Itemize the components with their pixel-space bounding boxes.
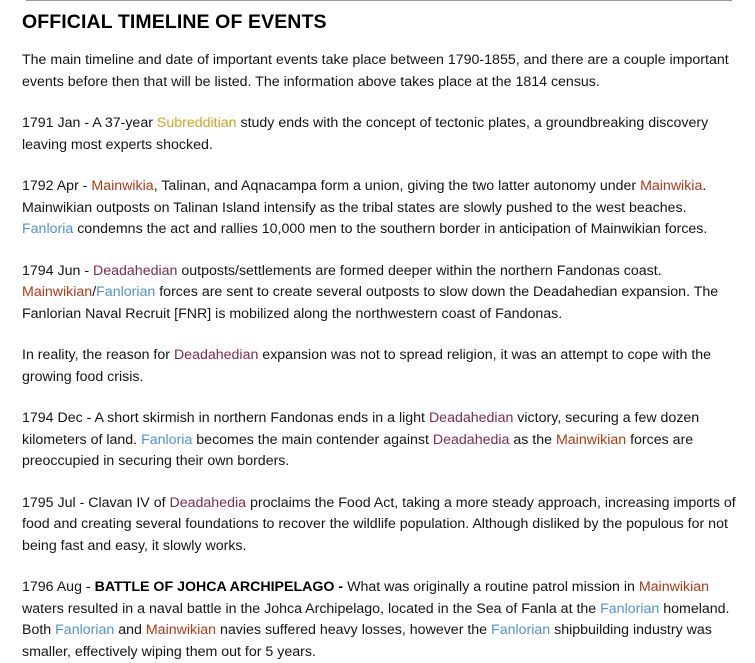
text-run: forces are sent to create several outposts to slow down the Deadahedian expansion. The Fanlorian Naval Recruit [FNR] is mobilized along the northwestern coast of Fandonas. xyxy=(22,284,719,322)
text-run: proclaims the Food Act, taking a more steady approach, increasing imports of food and creating several foundations to recover the wildlife population. Although disliked by the populous for not being fast and easy, it slowly works. xyxy=(22,494,736,554)
faction-term-mainwikia: Mainwikian xyxy=(638,579,710,596)
text-run: 1794 Jun - xyxy=(22,262,93,279)
faction-term-mainwikia: Mainwikian xyxy=(22,284,93,301)
faction-term-fanloria: Fanlorian xyxy=(96,284,156,301)
timeline-entry-entry-1792-apr xyxy=(22,176,737,241)
text-run: victory, securing a few dozen kilometers of land. xyxy=(22,410,700,448)
text-run: In reality, the reason for xyxy=(22,347,174,364)
timeline-entry-entry-1794-dec xyxy=(22,408,737,473)
text-run: 1796 Aug - xyxy=(22,579,95,596)
faction-term-deadahedia: Deadahedia xyxy=(432,431,510,448)
text-run: condemns the act and rallies 10,000 men to the southern border in anticipation of Mainwikian forces. xyxy=(73,221,708,238)
faction-term-subredditian: Subredditian xyxy=(156,115,237,132)
text-run: 1792 Apr - xyxy=(22,178,92,195)
faction-term-fanloria: Fanloria xyxy=(22,221,74,238)
faction-term-deadahedia: Deadahedian xyxy=(428,410,514,427)
faction-term-mainwikia: Mainwikian xyxy=(145,622,217,639)
header-divider xyxy=(26,0,732,1)
faction-term-deadahedia: Deadahedia xyxy=(169,494,247,511)
text-run: homeland. Both xyxy=(22,600,730,639)
timeline-entry-entry-1795-jul xyxy=(22,493,737,558)
timeline-paragraph-list xyxy=(22,34,737,663)
faction-term-deadahedia: Deadahedian xyxy=(173,347,259,364)
faction-term-mainwikia: Mainwikia xyxy=(640,178,703,195)
text-run: and xyxy=(114,622,146,639)
text-run: 1791 Jan - A 37-year xyxy=(22,115,157,132)
text-run: outposts/settlements are formed deeper within the northern Fandonas coast. xyxy=(177,262,662,279)
timeline-entry-entry-1796-aug xyxy=(22,577,737,663)
text-run: waters resulted in a naval battle in the Johca Archipelago, located in the Sea of Fanla at the xyxy=(22,600,601,617)
faction-term-fanloria: Fanlorian xyxy=(600,600,660,617)
page-title: OFFICIAL TIMELINE OF EVENTS xyxy=(22,11,327,33)
faction-term-fanloria: Fanlorian xyxy=(491,622,551,639)
text-run: as the xyxy=(509,431,556,448)
text-run: / xyxy=(92,284,97,301)
timeline-entry-intro xyxy=(22,50,737,93)
text-run: What was originally a routine patrol mission in xyxy=(343,579,639,596)
text-run: shipbuilding industry was smaller, effectively wiping them out for 5 years. xyxy=(22,622,712,660)
text-run: becomes the main contender against xyxy=(192,431,433,448)
text-run: expansion was not to spread religion, it was an attempt to cope with the growing food crisis. xyxy=(22,347,712,385)
text-run: , Talinan, and Aqnacampa form a union, giving the two latter autonomy under xyxy=(153,178,641,195)
timeline-entry-entry-1794-jun xyxy=(22,261,737,326)
text-run: navies suffered heavy losses, however the xyxy=(216,622,492,639)
text-run: 1794 Dec - A short skirmish in northern Fandonas ends in a light xyxy=(22,410,429,427)
faction-term-fanloria: Fanlorian xyxy=(55,622,115,639)
text-run: The main timeline and date of important events take place between 1790-1855, and there are a couple important events before then that will be listed. The information above takes place at the 1814 census. xyxy=(22,52,729,90)
faction-term-fanloria: Fanloria xyxy=(141,431,193,448)
timeline-entry-entry-1791-jan xyxy=(22,113,737,156)
faction-term-mainwikia: Mainwikia xyxy=(91,178,154,195)
text-run: 1795 Jul - Clavan IV of xyxy=(22,494,170,511)
faction-term-deadahedia: Deadahedian xyxy=(93,262,178,279)
timeline-entry-note-reality xyxy=(22,345,737,388)
text-run: . Mainwikian outposts on Talinan Island intensify as the tribal states are slowly pushed to the west beaches. xyxy=(22,178,707,216)
faction-term-mainwikia: Mainwikian xyxy=(555,431,627,448)
text-run: study ends with the concept of tectonic plates, a groundbreaking discovery leaving most experts shocked. xyxy=(22,115,709,153)
faction-term-bold: BATTLE OF JOHCA ARCHIPELAGO - xyxy=(94,579,344,596)
text-run: forces are preoccupied in securing their own borders. xyxy=(22,431,694,470)
